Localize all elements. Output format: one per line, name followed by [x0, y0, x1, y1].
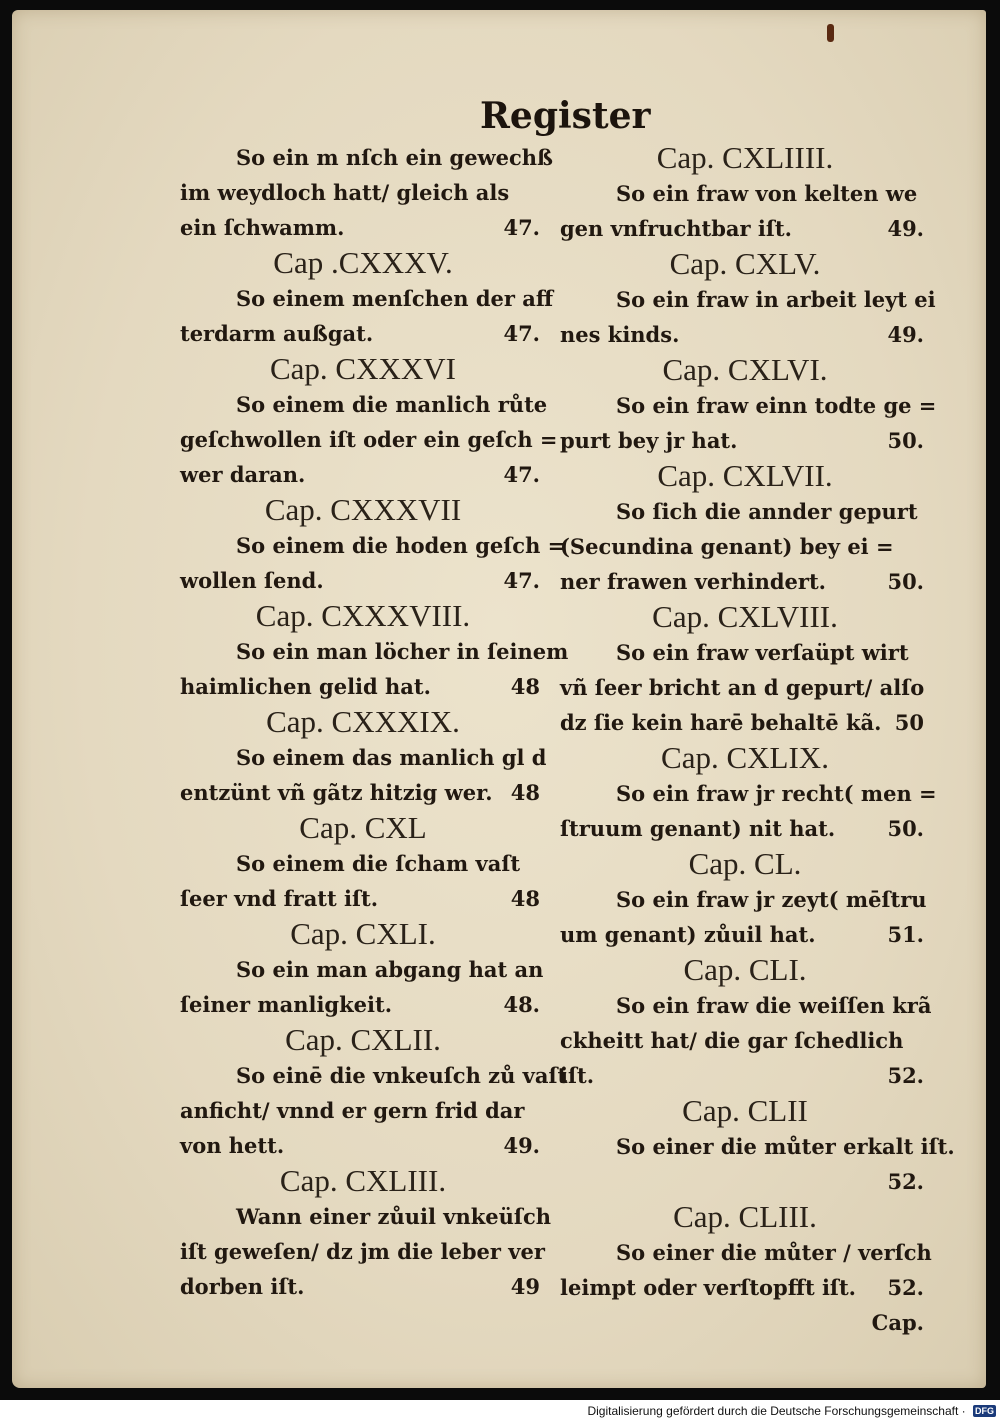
entry-text: So einem menſchen der aff — [236, 286, 554, 311]
register-entry — [180, 281, 554, 387]
entry-line — [180, 1234, 546, 1269]
entry-line — [560, 529, 930, 564]
right-column — [560, 140, 955, 1340]
entry-text: So ein fraw in arbeit leyt ei — [616, 287, 936, 312]
entry-text: anficht/ vnnd er gern frid dar — [180, 1098, 525, 1123]
entry-line — [560, 176, 930, 211]
page-number: 47. — [503, 568, 540, 593]
entry-line — [560, 882, 930, 917]
entry-text: ein ſchwamm. — [180, 215, 345, 240]
entry-text: iſt geweſen/ dz jm die leber ver — [180, 1239, 545, 1264]
entry-line — [180, 387, 546, 422]
entry-text: So ein fraw jr zeyt( mēſtru — [616, 887, 927, 912]
entry-line — [560, 811, 930, 846]
entry-line — [560, 776, 937, 811]
entry-text: von hett. — [180, 1133, 285, 1158]
page-number: 50. — [887, 428, 924, 453]
entry-text: ner frawen verhindert. — [560, 569, 826, 594]
chapter-heading: Cap. CXXXVI — [270, 351, 456, 386]
entry-text: So ein fraw verſaüpt wirt — [616, 640, 909, 665]
entry-line — [560, 1129, 955, 1164]
register-entry — [180, 528, 566, 634]
entry-text: nes kinds. — [560, 322, 680, 347]
entry-line — [560, 1235, 930, 1270]
register-entry — [560, 846, 930, 952]
entry-line — [180, 846, 546, 881]
entry-line — [180, 740, 546, 775]
register-entry — [180, 952, 546, 1058]
entry-line — [560, 317, 930, 352]
entry-line — [560, 705, 930, 740]
page-number: 52. — [887, 1169, 924, 1194]
entry-text: im weydloch hatt/ gleich als — [180, 180, 510, 205]
chapter-heading: Cap. CL. — [688, 846, 802, 881]
entry-text: vñ ſeer bricht an d gepurt/ alſo — [560, 675, 925, 700]
entry-line — [180, 210, 546, 245]
entry-text: entzünt vñ gãtz hitzig wer. — [180, 780, 493, 805]
chapter-heading: Cap. CXL — [299, 810, 427, 845]
entry-text: So einē die vnkeuſch zů vaſt — [236, 1063, 568, 1088]
chapter-heading: Cap. CXLVII. — [657, 458, 833, 493]
chapter-heading: Cap. CXLVI. — [662, 352, 828, 387]
entry-line — [180, 422, 558, 457]
page-number: 48. — [503, 992, 540, 1017]
entry-line — [180, 1199, 552, 1234]
entry-line — [180, 175, 546, 210]
chapter-heading: Cap. CLIII. — [673, 1199, 817, 1234]
page-number: 49. — [887, 216, 924, 241]
chapter-heading: Cap. CXLV. — [669, 246, 821, 281]
entry-line — [560, 1305, 930, 1340]
page-number: 50. — [887, 816, 924, 841]
chapter-heading: Cap. CXLIII. — [279, 1163, 447, 1198]
entry-line — [560, 388, 937, 423]
chapter-heading: Cap. CXLIX. — [661, 740, 829, 775]
entry-line — [560, 1023, 930, 1058]
register-entry — [560, 352, 937, 458]
entry-text: ckheitt hat/ die gar ſchedlich — [560, 1028, 904, 1053]
chapter-heading: Cap. CXLVIII. — [652, 599, 838, 634]
entry-line — [180, 1093, 546, 1128]
dfg-logo-icon: DFG — [975, 1405, 994, 1416]
entry-line — [180, 775, 546, 810]
entry-text: So ſich die annder gepurt — [616, 499, 918, 524]
register-entry — [180, 740, 546, 846]
entry-text: leimpt oder verſtopfft iſt. — [560, 1275, 856, 1300]
entry-line — [560, 1058, 930, 1093]
footer-separator: · — [958, 1403, 969, 1418]
page-number: 48 — [510, 780, 540, 805]
entry-text: So ein man abgang hat an — [236, 957, 544, 982]
page-number: 48 — [510, 886, 540, 911]
register-entry — [560, 599, 930, 740]
entry-text: So ein fraw die weiſſen krã — [616, 993, 932, 1018]
entry-line — [180, 563, 546, 598]
entry-line — [560, 423, 930, 458]
entry-line — [180, 316, 546, 351]
entry-line — [560, 635, 930, 670]
entry-line — [560, 988, 930, 1023]
register-entry — [180, 1199, 552, 1304]
entry-line — [180, 881, 546, 916]
entry-text: dz ſie kein harē behaltē kã. — [560, 710, 882, 735]
register-entry — [560, 140, 930, 246]
entry-text: So einem die manlich růte — [236, 392, 548, 417]
page-number: 51. — [887, 922, 924, 947]
register-entry — [180, 387, 558, 528]
page-number: 50. — [887, 569, 924, 594]
chapter-heading: Cap. CLI. — [683, 952, 807, 987]
entry-line — [180, 952, 546, 987]
footer-credit — [0, 1400, 1000, 1420]
entry-text: So einer die můter erkalt iſt. — [616, 1134, 955, 1159]
page-number: 49 — [510, 1274, 540, 1299]
entry-text: haimlichen gelid hat. — [180, 674, 431, 699]
entry-text: So ein m nſch ein gewechß — [236, 145, 554, 170]
chapter-heading: Cap. CXXXVII — [264, 492, 462, 527]
entry-text: wer daran. — [180, 462, 306, 487]
page-number: 47. — [503, 321, 540, 346]
entry-text: gen vnfruchtbar iſt. — [560, 216, 792, 241]
entry-line — [180, 457, 546, 492]
entry-line — [560, 564, 930, 599]
register-entry — [560, 1199, 930, 1340]
register-entry — [560, 952, 930, 1093]
register-entry — [180, 634, 569, 740]
entry-text: um genant) zůuil hat. — [560, 922, 816, 947]
chapter-heading: Cap. CXLII. — [285, 1022, 441, 1057]
entry-text: So einem die hoden geſch = — [236, 533, 566, 558]
page-header: Register — [480, 95, 651, 137]
chapter-heading: Cap. CXLIIII. — [656, 140, 834, 175]
register-entry — [560, 458, 930, 599]
footer-text: Digitalisierung gefördert durch die Deutsche Forschungsgemeinschaft — [587, 1403, 959, 1418]
entry-text: So einem das manlich gl d — [236, 745, 547, 770]
register-entry — [180, 846, 546, 952]
chapter-heading: Cap .CXXXV. — [273, 245, 453, 280]
page-number: 47. — [503, 215, 540, 240]
entry-line — [180, 281, 554, 316]
left-column — [180, 140, 569, 1304]
entry-text: wollen ſend. — [180, 568, 324, 593]
page-number: 48 — [510, 674, 540, 699]
entry-text: So ein man löcher in ſeinem — [236, 639, 569, 664]
register-entry — [560, 246, 936, 352]
page-number: 49. — [503, 1133, 540, 1158]
entry-line — [180, 1269, 546, 1304]
entry-text: So einem die ſcham vaſt — [236, 851, 521, 876]
entry-line — [180, 1058, 568, 1093]
entry-line — [180, 528, 566, 563]
page-number: Cap. — [871, 1310, 924, 1335]
entry-text: So einer die můter / verſch — [616, 1240, 932, 1265]
entry-line — [560, 1164, 930, 1199]
entry-line — [180, 1128, 546, 1163]
register-entry — [180, 1058, 568, 1199]
entry-text: ſeer vnd fratt iſt. — [180, 886, 379, 911]
entry-line — [180, 669, 546, 704]
page-number: 50 — [894, 710, 924, 735]
entry-text: purt bey jr hat. — [560, 428, 738, 453]
page-number: 49. — [887, 322, 924, 347]
entry-text: So ein fraw einn todte ge = — [616, 393, 937, 418]
register-entry — [560, 1093, 955, 1199]
chapter-heading: Cap. CXXXIX. — [266, 704, 460, 739]
chapter-heading: Cap. CLII — [682, 1093, 808, 1128]
entry-text: terdarm außgat. — [180, 321, 374, 346]
page-number: 52. — [887, 1275, 924, 1300]
entry-text: So ein fraw jr recht( men = — [616, 781, 937, 806]
chapter-heading: Cap. CXXXVIII. — [255, 598, 471, 633]
register-entry — [560, 740, 937, 846]
entry-text: Wann einer zůuil vnkeüſch — [236, 1204, 552, 1229]
entry-text: So ein fraw von kelten we — [616, 181, 918, 206]
entry-text: ſtruum genant) nit hat. — [560, 816, 836, 841]
entry-line — [560, 494, 930, 529]
entry-text: (Secundina genant) bey ei = — [560, 534, 894, 559]
entry-text: iſt. — [560, 1063, 595, 1088]
page-number: 47. — [503, 462, 540, 487]
entry-line — [560, 282, 936, 317]
entry-line — [180, 140, 554, 175]
entry-line — [560, 211, 930, 246]
chapter-heading: Cap. CXLI. — [290, 916, 436, 951]
entry-line — [180, 634, 569, 669]
entry-line — [180, 987, 546, 1022]
entry-text: geſchwollen iſt oder ein geſch = — [180, 427, 558, 452]
entry-text: ſeiner manligkeit. — [180, 992, 393, 1017]
register-entry — [180, 140, 554, 281]
entry-line — [560, 670, 930, 705]
entry-line — [560, 917, 930, 952]
page-number: 52. — [887, 1063, 924, 1088]
ink-stain — [827, 24, 834, 42]
entry-line — [560, 1270, 930, 1305]
entry-text: dorben iſt. — [180, 1274, 305, 1299]
